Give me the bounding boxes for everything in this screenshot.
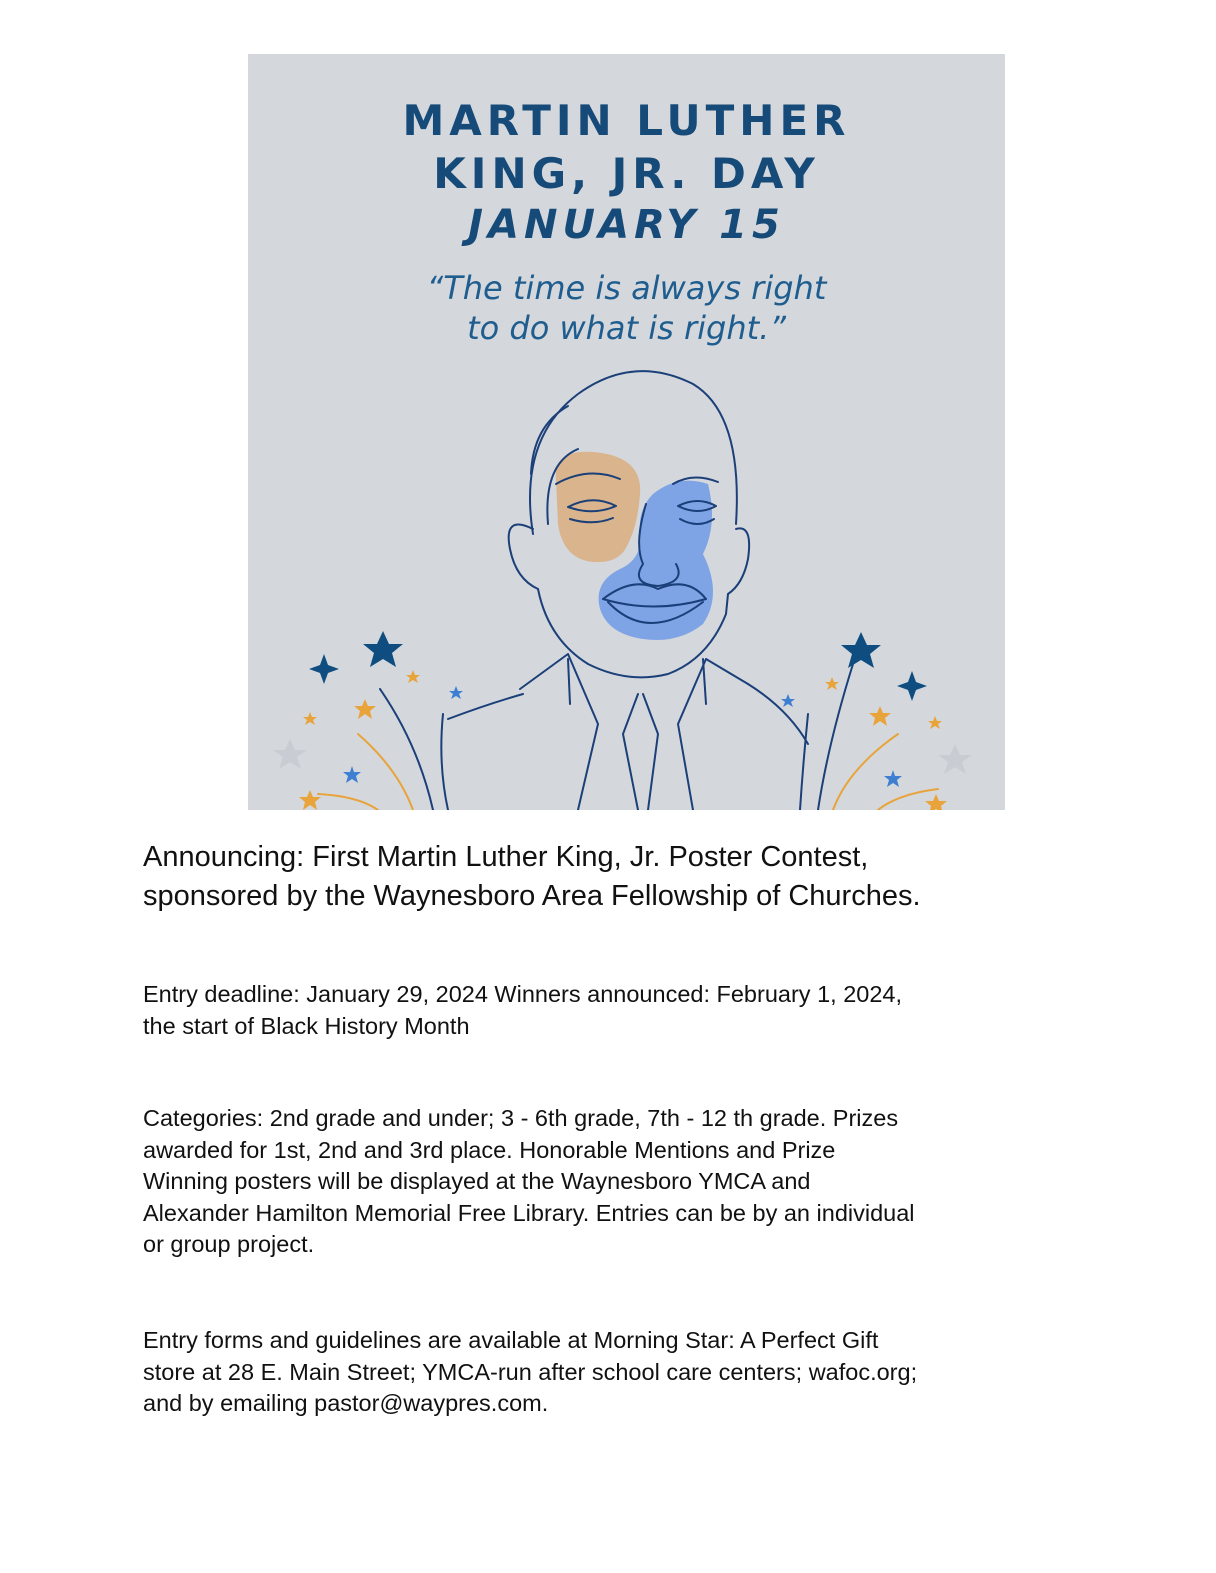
deadline-line: Entry deadline: January 29, 2024 Winners announced: February 1, 2024, [143, 981, 903, 1007]
poster-quote-line2: to do what is right.” [467, 309, 786, 347]
categories-paragraph [143, 1103, 1073, 1261]
announcement-line: Announcing: First Martin Luther King, Jr. Poster Contest, [143, 841, 869, 873]
announcement-paragraph [143, 838, 1073, 916]
deadline-line: the start of Black History Month [143, 1012, 470, 1039]
firework-streaks-left [318, 689, 448, 810]
poster-title-line2: KING, JR. DAY [433, 149, 820, 198]
categories-line: Winning posters will be displayed at the Waynesboro YMCA and [143, 1168, 811, 1194]
forms-line: store at 28 E. Main Street; YMCA-run after school care centers; wafoc.org; [143, 1358, 918, 1385]
mlk-day-poster [248, 54, 1005, 810]
announcement-line: sponsored by the Waynesboro Area Fellowship of Churches. [143, 880, 921, 912]
entry-forms-paragraph [143, 1325, 1073, 1420]
categories-line: Alexander Hamilton Memorial Free Library. Entries can be by an individual [143, 1199, 915, 1226]
forms-line: Entry forms and guidelines are available at Morning Star: A Perfect Gift [143, 1327, 879, 1353]
deadline-paragraph [143, 979, 1073, 1042]
poster-quote-line1: “The time is always right [426, 269, 827, 307]
poster-title-line1: MARTIN LUTHER [402, 96, 851, 145]
poster-date: JANUARY 15 [468, 202, 785, 248]
forms-line: and by emailing pastor@waypres.com. [143, 1390, 549, 1416]
categories-line: Categories: 2nd grade and under; 3 - 6th grade, 7th - 12 th grade. Prizes [143, 1105, 899, 1131]
categories-line: awarded for 1st, 2nd and 3rd place. Honorable Mentions and Prize [143, 1136, 836, 1163]
categories-line: or group project. [143, 1231, 315, 1257]
stars [273, 631, 972, 810]
